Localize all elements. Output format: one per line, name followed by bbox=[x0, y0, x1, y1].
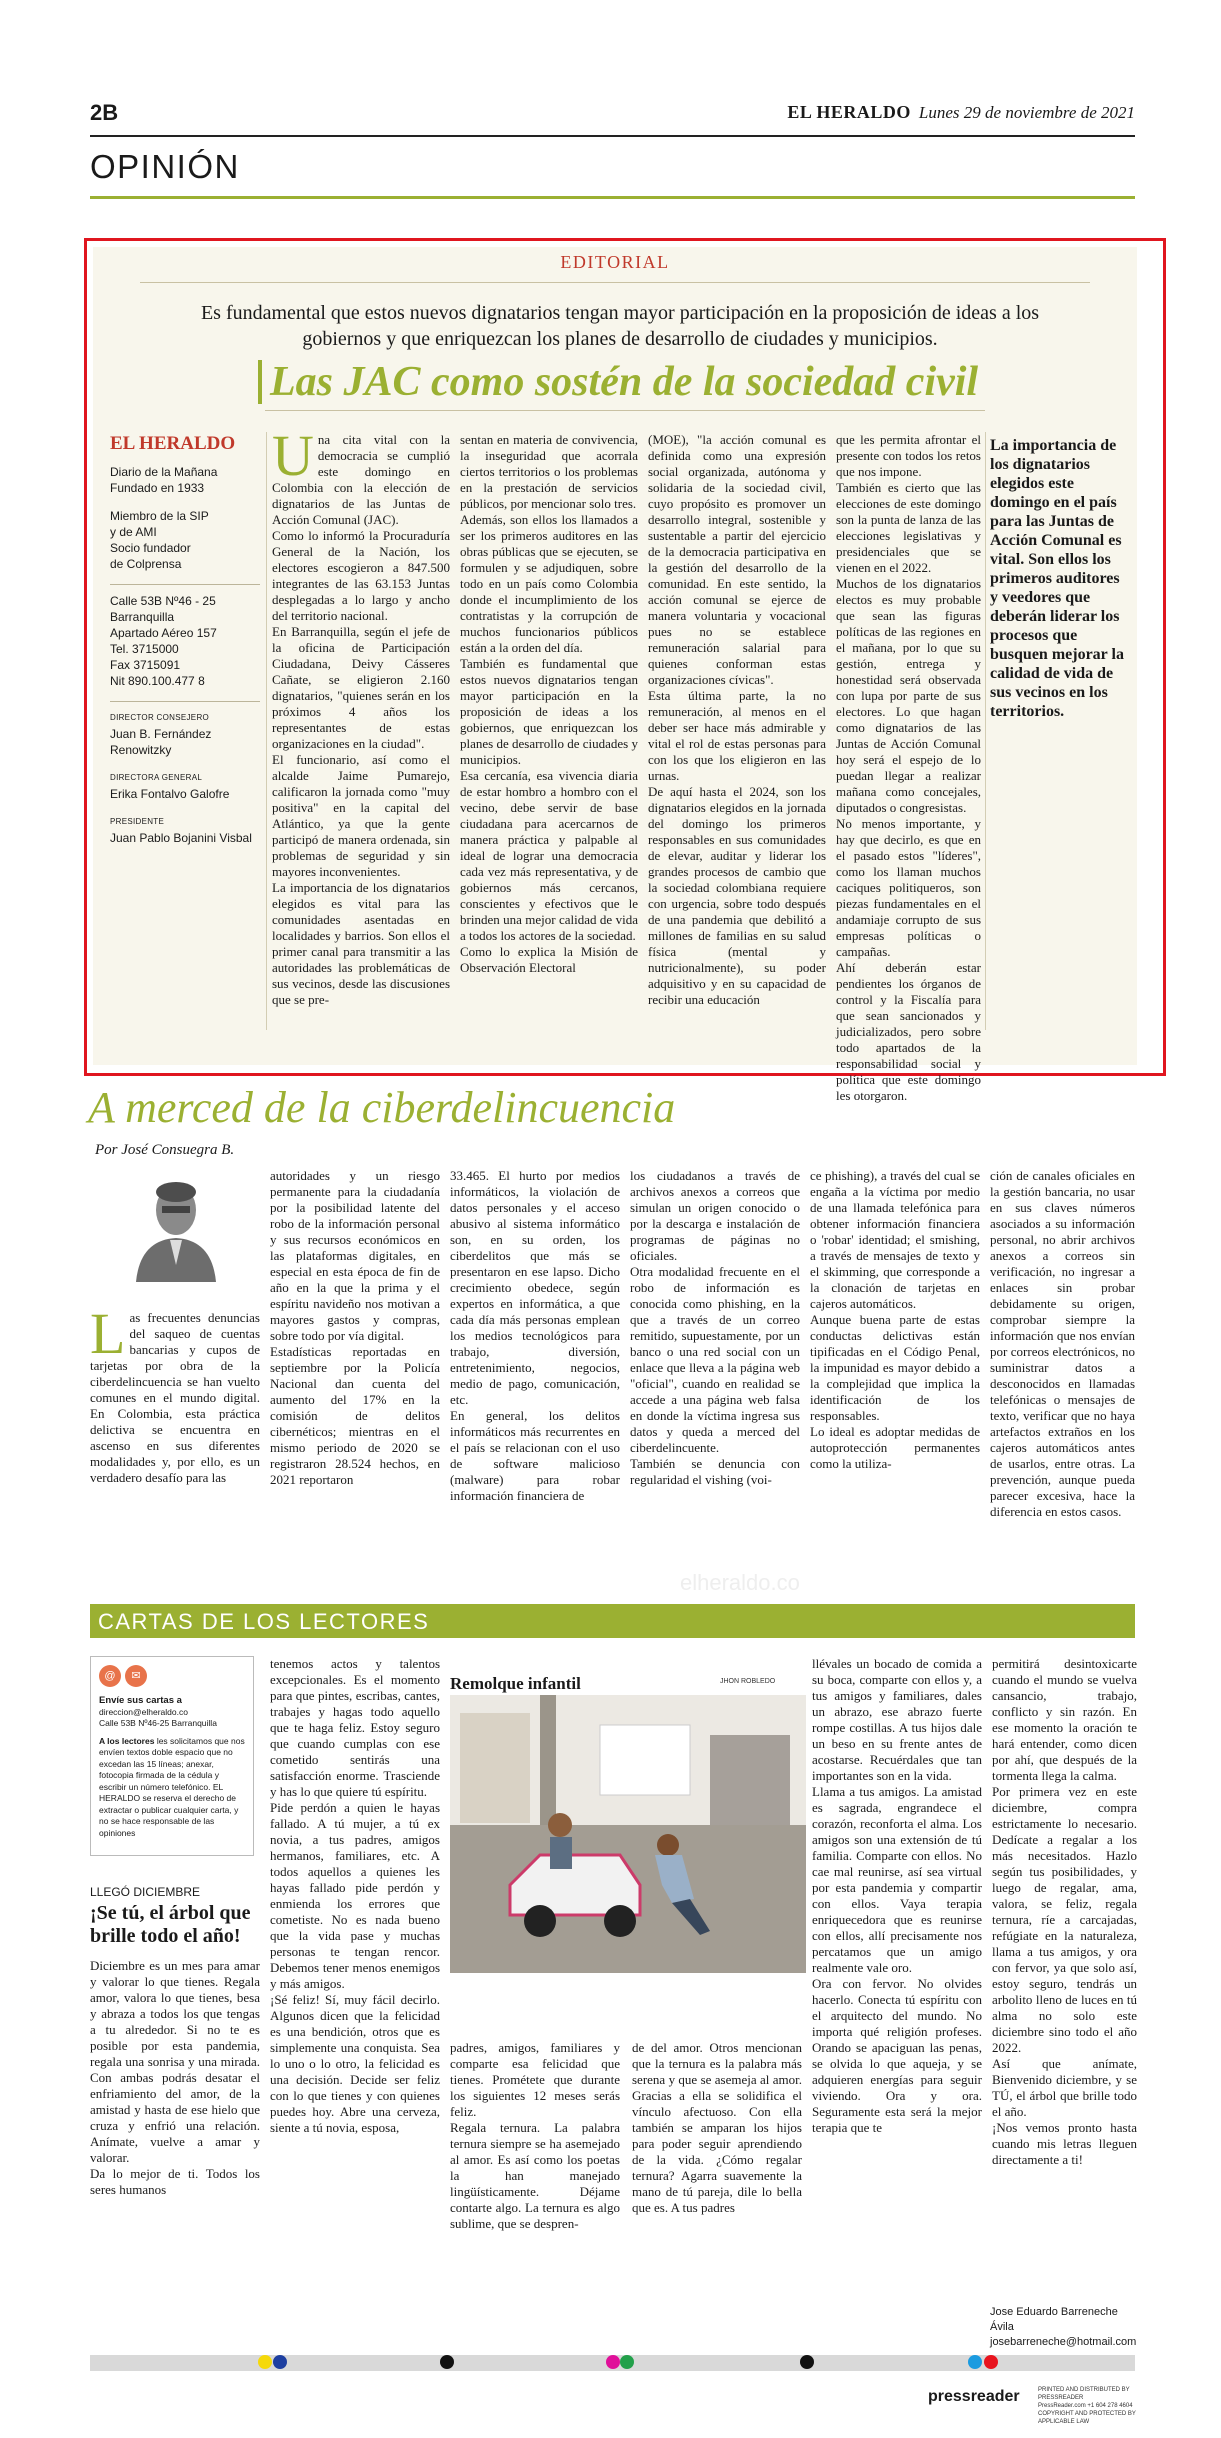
news-photo bbox=[450, 1695, 806, 1973]
contact-lead: A los lectores bbox=[99, 1735, 155, 1746]
contact-address: Calle 53B Nº46-25 Barranquilla bbox=[99, 1718, 217, 1728]
registration-dot bbox=[606, 2355, 620, 2369]
byline: Por José Consuegra B. bbox=[95, 1142, 235, 1158]
page-header bbox=[90, 100, 1135, 130]
column-text-3: 33.465. El hurto por medios informáticos, la violación de datos personales y el acceso abusivo al sistema informático son, en su orden, los ciberdelitos que más se presentaron en ese lapso. Dicho crecimiento obedece, según expertos en informática, a que cada día más personas emplean los medios tecnológicos para trabajo, diversión, entretenimiento, negocios, medio de pago, comunicación, etc. En general, los delitos informáticos más recurrentes en el país se relacionan con el uso de software malicioso (malware) para robar información financiera de bbox=[450, 1168, 620, 1503]
section-title: OPINIÓN bbox=[90, 148, 240, 185]
sidebar-separator bbox=[110, 584, 260, 585]
letter-2-column-4: permitirá desintoxicarte cuando el mundo se vuelva cansancio, trabajo, conflicto y sin razón. En ese momento la oración te hará entender, como dicen por ahí, que después de la tormenta llega la calma. Por primera vez en este diciembre, compra estrictamente lo necesario. Dedícate a regalar a los más necesitados. Hazlo según tus posibilidades, y luego de regalar, ama, valora, se feliz, regala ternura, ríe a carcajadas, refúgiate en la naturaleza, llama a tus amigos, y ora con fervor, ya que solo así, estoy seguro, tendrás un arbolito lleno de luces en tú alma no solo este diciembre sino todo el año 2022. Así que anímate, Bienvenido diciembre, y se TÚ, el árbol que brille todo el año. ¡Nos vemos pronto hasta cuando mis letras lleguen directamente a ti! bbox=[992, 1656, 1137, 2167]
sidebar-founding bbox=[110, 464, 260, 496]
at-icon: @ bbox=[99, 1665, 121, 1687]
signature-name: Jose Eduardo Barreneche Ávila bbox=[990, 2306, 1118, 2333]
editorial-kicker: EDITORIAL bbox=[560, 252, 670, 272]
pressreader-logo: pressreader bbox=[928, 2388, 1020, 2405]
mail-icon: ✉ bbox=[125, 1665, 147, 1687]
sidebar-line: Nit 890.100.477 8 bbox=[110, 674, 205, 688]
letter-title: ¡Se tú, el árbol que brille todo el año! bbox=[90, 1902, 251, 1947]
author-portrait bbox=[130, 1170, 222, 1282]
letter-2-column-3: llévales un bocado de comida a su boca, comparte con ellos y, a tus amigos y familiares, dales un abrazo, ese abrazo fuerte rompe costillas. A tus hijos dale un beso en su frente antes de acostarse. Recuérdales que tan importantes son en la vida. Llama a tus amigos. La amistad es sagrada, engrandece el corazón, reconforta el alma. Los amigos son una extensión de tú familia. Comparte con ellos. No cae mal reunirse, así sea virtual por esta pandemia y compartir con ellos. Vaya terapia enriquecedora que es reunirse con ellos, allí precisamente nos percatamos que un amigo realmente vale oro. Ora con fervor. No olvides hacerlo. Conecta tú espíritu con el arquitecto del mundo. No importa qué religión profeses. Orando se apaciguan las penas, se olvida lo que aqueja, y se adquieren energías para seguir viviendo. Ora y ora. Seguramente esta será la mejor terapia que te bbox=[812, 1656, 982, 2135]
sidebar-role-label: DIRECTOR CONSEJERO bbox=[110, 713, 210, 722]
sidebar-address bbox=[110, 593, 260, 689]
sidebar-line: Apartado Aéreo 157 bbox=[110, 626, 217, 640]
watermark: elheraldo.co bbox=[680, 1570, 800, 1595]
registration-dot bbox=[968, 2355, 982, 2369]
column-rule bbox=[266, 432, 267, 1030]
letter-1-column-1: Diciembre es un mes para amar y valorar lo que tienes. Regala amor, valora lo que tienes, besa y abraza a todos los que tengas a tu alrededor. Si no te es posible por esta pandemia, regala una sonrisa y una mirada. Con ambas podrás desatar el enfriamiento del amor, de la amistad y hasta de ese hielo que cruza y enfrió una relación. Anímate, vuelve a amar y valorar. Da lo mejor de ti. Todos los seres humanos bbox=[90, 1958, 260, 2197]
contact-body: les solicitamos que nos envíen textos doble espacio que no excedan las 15 líneas; anexar, fotocopia firmada de la cédula y escribir un número telefónico. EL HERALDO se reserva el derecho de extractar o publicar cualquier carta, y no se hace responsable de las opiniones bbox=[99, 1735, 245, 1838]
sidebar-role-label: PRESIDENTE bbox=[110, 817, 165, 826]
sidebar-line: de Colprensa bbox=[110, 557, 182, 571]
sidebar-line: y de AMI bbox=[110, 525, 157, 539]
editorial-column-1 bbox=[272, 423, 450, 1008]
editorial-subtitle: Es fundamental que estos nuevos dignatarios tengan mayor participación en la proposición de ideas a los gobiernos y que enriquezcan los planes de desarrollo de ciudades y municipios. bbox=[200, 302, 1040, 350]
contact-icons bbox=[99, 1665, 245, 1689]
letter-2-column-1: padres, amigos, familiares y comparte esa felicidad que tienes. Prométete que durante los siguientes 12 meses serás feliz. Regala ternura. La palabra ternura siempre se ha asemejado al amor. Es así como los poetas la han manejado lingüísticamente. Déjame contarte algo. La ternura es algo sublime, que se despren- bbox=[450, 2040, 620, 2231]
contact-box bbox=[90, 1656, 254, 1856]
photo-credit: JHON ROBLEDO bbox=[720, 1678, 776, 1685]
masthead bbox=[787, 102, 1135, 123]
issue-date: Lunes 29 de noviembre de 2021 bbox=[918, 103, 1135, 122]
sidebar-line: Calle 53B Nº46 - 25 bbox=[110, 594, 216, 608]
drop-cap: U bbox=[272, 423, 314, 488]
registration-dot bbox=[440, 2355, 454, 2369]
editorial-headline: Las JAC como sostén de la sociedad civil bbox=[270, 359, 979, 405]
headline-rule bbox=[265, 410, 985, 411]
contact-title: Envíe sus cartas a bbox=[99, 1695, 182, 1706]
sidebar-separator bbox=[110, 701, 260, 702]
editorial-column-4: que les permita afrontar el presente con todos los retos que nos impone. También es cierto que las elecciones de este domingo son la punta de lanza de las elecciones legislativas y presidenciales que se vienen en el 2022. Muchos de los dignatarios electos es muy probable que sean las figuras políticas de las regiones en el mañana, por lo que su gestión, entrega y honestidad será observada con lupa por parte de sus electores. Lo que hagan como dignatarios de las Juntas de Acción Comunal hoy será el espejo de lo puedan llegar a realizar mañana como concejales, diputados o congresistas. No menos importante, y hay que decirlo, es que en el pasado estos "líderes", como los llaman muchos caciques politiqueros, son piezas fundamentales en el andamiaje corrupto de sus empresas políticas o campañas. Ahí deberán estar pendientes los órganos de control y la Fiscalía para que sean sancionados y judicializados, pero sobre todo apartados de la responsabilidad social y política que este domingo les otorgaron. bbox=[836, 432, 981, 1103]
column-text-4: los ciudadanos a través de archivos anexos a correos que simulan un origen conocido o por la descarga e instalación de programas de páginas no oficiales. Otra modalidad frecuente en el robo de información es conocida como phishing, en la que a través de un correo remitido, supuestamente, por un banco o una red social con un enlace que lleva a la página web "oficial", cuando en realidad se accede a una página web falsa en donde la víctima ingresa sus datos y queda a merced del ciberdelincuente. También se denuncia con regularidad el vishing (voi- bbox=[630, 1168, 800, 1487]
cartas-title: CARTAS DE LOS LECTORES bbox=[98, 1609, 430, 1634]
column-text: as frecuentes denuncias del saqueo de cuentas bancarias y cupos de tarjetas por obra de la ciberdelincuencia se han vuelto comunes en el mundo digital. En Colombia, esta práctica delictiva se encuentra en ascenso en sus diferentes modalidades y, por ello, es un verdadero desafío para las bbox=[90, 1310, 260, 1485]
sidebar-line: Diario de la Mañana bbox=[110, 465, 218, 479]
notice-line: COPYRIGHT AND PROTECTED BY APPLICABLE LAW bbox=[1038, 2411, 1136, 2425]
notice-line: PRINTED AND DISTRIBUTED BY PRESSREADER bbox=[1038, 2387, 1130, 2401]
page-number: 2B bbox=[90, 100, 119, 125]
contact-rules bbox=[99, 1736, 245, 1840]
header-rule bbox=[90, 135, 1135, 137]
column-headline: A merced de la ciberdelincuencia bbox=[88, 1083, 676, 1132]
column-text-5: ce phishing), a través del cual se engaña a la víctima por medio de una llamada telefónica para obtener información financiera o 'robar' identidad; el smishing, a través de mensajes de texto y el skimming, que corresponde a la clonación de tarjetas en cajeros automáticos. Aunque buena parte de estas conductas delictivas están tipificadas en el Código Penal, la impunidad es mayor debido a la complejidad que implica la identificación de los responsables. Lo ideal es adoptar medidas de autoprotección permanentes como la utiliza- bbox=[810, 1168, 980, 1471]
sidebar-line: Fundado en 1933 bbox=[110, 481, 205, 495]
editorial-sidebar bbox=[110, 433, 260, 858]
pressreader-notice bbox=[1038, 2386, 1148, 2426]
sidebar-brand: EL HERALDO bbox=[110, 433, 236, 454]
column-text: na cita vital con la democracia se cumplió este domingo en Colombia con la elección de dignatarios de las Juntas de Acción Comunal (JAC). Como lo informó la Procuraduría General de la Nación, los electores escogieron a 847.500 integrantes de las 63.153 Juntas desplegadas a lo largo y ancho del territorio nacional. En Barranquilla, según el jefe de la oficina de Participación Ciudadana, Deivy Cásseres Cañate, se eligieron 2.160 dignatarios, "quienes serán en los próximos 4 años los representantes de estas organizaciones en la ciudad". El funcionario, así como el alcalde Jaime Pumarejo, calificaron la jornada como "muy positiva" en la capital del Atlántico, ya que la gente participó de manera ordenada, sin problemas de seguridad y sin mayores inconvenientes. La importancia de los dignatarios elegidos es vital para las comunidades asentadas en localidades y barrios. Son ellos el primer canal para transmitir a las autoridades las problemáticas de sus vecinos, desde las discusiones que se pre- bbox=[272, 432, 450, 1007]
sidebar-line: Barranquilla bbox=[110, 610, 175, 624]
letter-kicker: LLEGÓ DICIEMBRE bbox=[90, 1885, 201, 1899]
editorial-column-3: (MOE), "la acción comunal es definida como una expresión social organizada, autónoma y solidaria de la sociedad civil, cuyo propósito es promover un desarrollo integral, sostenible y sustentable a partir del ejercicio de la democracia participativa en la gestión del desarrollo de la comunidad. En este sentido, la acción comunal se ejerce de manera voluntaria y vocacional pues no se establece remuneración salarial para quienes conforman estas organizaciones cívicas". Esta última parte, la no remuneración, al menos en el deber ser hace más admirable y vital el rol de estas personas para con los que los eligieron en las urnas. De aquí hasta el 2024, son los dignatarios elegidos en la jornada del domingo los primeros responsables en sus comunidades de elevar, auditar y liderar los grandes procesos de cambio que la sociedad colombiana requiere con urgencia, sobre todo después de una pandemia que debilitó a millones de familias en su salud física (mental y nutricionalmente), su poder adquisitivo y en su capacidad de recibir una educación bbox=[648, 432, 826, 1007]
column-rule bbox=[985, 432, 986, 1030]
sidebar-person: Juan Pablo Bojanini Visbal bbox=[110, 831, 252, 845]
letter-1-column-2: tenemos actos y talentos excepcionales. Es el momento para que pintes, escribas, cantes, trabajes y hagas todo aquello que te haga feliz. Estoy seguro que cuando cumplas con ese cometido sentirás una satisfacción enorme. Trasciende y has lo que quiere tú espíritu. Pide perdón a quien le hayas fallado. A tú mujer, a tú ex novia, a tus padres, amigos hermanos, familiares, etc. A todos aquellos a quienes les hayas fallado pide perdón y enmienda los errores que cometiste. No es nada bueno que la vida pase y muchas personas te tengan rencor. Debemos tener menos enemigos y más amigos. ¡Sé feliz! Sí, muy fácil decirlo. Algunos dicen que la felicidad es una bendición, otros que es simplemente una conquista. Sea lo uno o lo otro, la felicidad es una decisión. Decide ser feliz con lo que tienes y con quienes puedes hoy. Abre una cerveza, siente a tú novia, esposa, bbox=[270, 1656, 440, 2135]
sidebar-line: Socio fundador bbox=[110, 541, 191, 555]
registration-dot bbox=[800, 2355, 814, 2369]
registration-dot bbox=[258, 2355, 272, 2369]
editorial-column-2: sentan en materia de convivencia, la inseguridad que acorrala ciertos territorios o los problemas en la prestación de servicios públicos, por mencionar solo tres. Además, son ellos los llamados a ser los primeros auditores en las obras públicas que se ejecuten, se formulen y se adjudiquen, sobre todo en un país como Colombia donde el incumplimiento de los contratistas y la corrupción de muchos funcionarios públicos están a la orden del día. También es fundamental que estos nuevos dignatarios tengan mayor participación en la proposición de ideas a los gobiernos, que enriquezcan los planes de desarrollo de ciudades y municipios. Esa cercanía, esa vivencia diaria de estar hombro a hombro con el vecino, debe servir de base ciudadana para acercarnos de manera práctica y palpable al ideal de lograr una democracia cada vez más representativa, y de gobiernos más cercanos, conscientes y efectivos que le brinden una mejor calidad de vida a todos los actores de la sociedad. Como lo explica la Misión de Observación Electoral bbox=[460, 432, 638, 975]
photo-title: Remolque infantil bbox=[450, 1674, 581, 1693]
column-text-6: ción de canales oficiales en la gestión bancaria, no usar en sus claves números asociados a su información personal, no abrir archivos anexos a correos sin verificación, no ingresar a enlaces sin probar debidamente su origen, comprobar siempre la información que nos envían por correos electrónicos, no suministrar datos a desconocidos en llamadas telefónicas o mensajes de texto, verificar que no haya artefactos extraños en los cajeros automáticos antes de usarlos, entre otras. La prevención, aunque pueda parecer excesiva, hace la diferencia en estos casos. bbox=[990, 1168, 1135, 1519]
pressreader-badge bbox=[928, 2384, 1148, 2425]
headline-bar bbox=[258, 360, 262, 404]
sidebar-line: Miembro de la SIP bbox=[110, 509, 209, 523]
registration-dot bbox=[984, 2355, 998, 2369]
sidebar-line: Fax 3715091 bbox=[110, 658, 181, 672]
notice-line: PressReader.com +1 604 278 4604 bbox=[1038, 2403, 1133, 2409]
contact-email[interactable]: direccion@elheraldo.co bbox=[99, 1706, 188, 1717]
letter-2-column-2: de del amor. Otros mencionan que la ternura es la palabra más serena y que se asemeja al amor. Gracias a ella se solidifica el vínculo afectuoso. Con ella también se amparan los hijos para poder seguir aprendiendo de la vida. ¿Cómo regalar ternura? Agarra suavemente la mano de tú pareja, dile lo bella que es. A tus padres bbox=[632, 2040, 802, 2215]
kicker-rule bbox=[140, 282, 1090, 283]
sidebar-membership bbox=[110, 508, 260, 572]
letter-signature bbox=[990, 2305, 1140, 2350]
section-rule bbox=[90, 196, 1135, 199]
editorial-callout: La importancia de los dignatarios elegidos este domingo en el país para las Juntas de Acción Comunal es vital. Son ellos los primeros auditores y veedores que deberán liderar los procesos que busquen mejorar la calidad de vida de sus vecinos en los territorios. bbox=[990, 437, 1124, 720]
signature-email[interactable]: josebarreneche@hotmail.com bbox=[990, 2336, 1137, 2348]
column-text-2: autoridades y un riesgo permanente para la ciudadanía por la posibilidad latente del robo de la información personal y sus recursos económicos en las plataformas digitales, en especial en esta época de fin de año en la que la prima y el espíritu navideño nos motivan a mayores gastos y compras, sobre todo por vía digital. Estadísticas reportadas en septiembre por la Policía Nacional dan cuenta del aumento del 17% en la comisión de delitos cibernéticos; mientras en el mismo periodo de 2020 se registraron 28.524 hechos, en 2021 reportaron bbox=[270, 1168, 440, 1487]
drop-cap: L bbox=[90, 1301, 126, 1366]
sidebar-person: Erika Fontalvo Galofre bbox=[110, 787, 230, 801]
sidebar-line: Tel. 3715000 bbox=[110, 642, 179, 656]
registration-dot bbox=[620, 2355, 634, 2369]
registration-dot bbox=[273, 2355, 287, 2369]
sidebar-role-label: DIRECTORA GENERAL bbox=[110, 773, 203, 782]
sidebar-person: Juan B. Fernández Renowitzky bbox=[110, 727, 212, 757]
column-text-1 bbox=[90, 1301, 260, 1486]
paper-name: EL HERALDO bbox=[787, 102, 911, 122]
